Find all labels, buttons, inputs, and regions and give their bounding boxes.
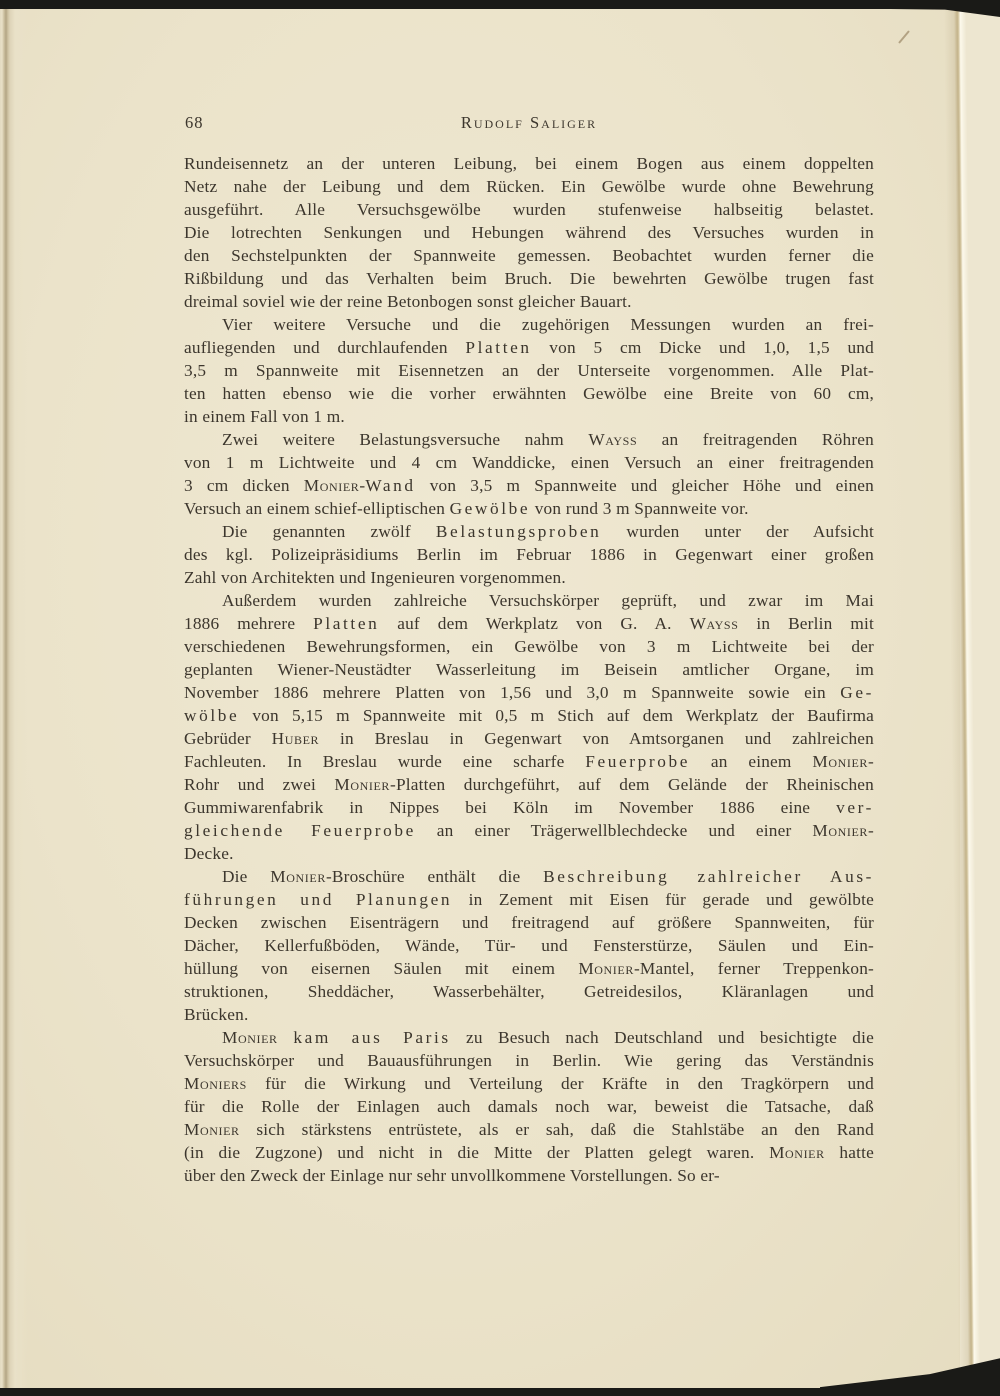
text-segment: Zahl von Architekten und Ingenieuren vorgenommen.: [184, 568, 566, 587]
text-line: [184, 957, 874, 980]
text-line: [184, 1072, 874, 1095]
small-caps-segment: Monier: [812, 752, 869, 771]
page-number: 68: [185, 113, 204, 132]
text-line: [184, 865, 874, 888]
small-caps-segment: Wayss: [689, 614, 739, 633]
text-segment: dreimal soviel wie der reine Betonbogen sonst gleicher Bauart.: [184, 292, 632, 311]
running-head-title: Rudolf Saliger: [460, 113, 598, 132]
paragraph: [184, 313, 874, 428]
small-caps-segment: Huber: [271, 729, 320, 748]
text-segment: in einem Fall von 1 m.: [184, 407, 345, 426]
text-line: [184, 175, 874, 198]
text-segment: Die lotrechten Senkungen und Hebungen während des Versuches wurden in: [184, 223, 874, 242]
text-segment: wurden unter der Aufsicht: [601, 522, 874, 541]
letterspaced-segment: Feuerprobe: [585, 752, 690, 771]
text-line: [184, 267, 874, 290]
text-line: [184, 796, 874, 819]
text-segment: sich stärkstens entrüstete, als er sah, daß die Stahlstäbe an den Rand: [239, 1120, 874, 1139]
text-line: [184, 152, 874, 175]
letterspaced-segment: Ge-: [840, 683, 874, 702]
text-line: [184, 727, 874, 750]
text-line: [184, 566, 874, 589]
paragraph: [184, 865, 874, 1026]
text-segment: Dächer, Kellerfußböden, Wände, Tür- und Fensterstürze, Säulen und Ein-: [184, 936, 874, 955]
text-line: [184, 221, 874, 244]
text-segment: über den Zweck der Einlage nur sehr unvollkommene Vorstellungen. So er-: [184, 1166, 720, 1185]
text-line: [184, 750, 874, 773]
gutter-shadow: [0, 9, 28, 1388]
text-segment: in Zement mit Eisen für gerade und gewölbte: [452, 890, 874, 909]
paragraph: [184, 428, 874, 520]
text-segment: Vier weitere Versuche und die zugehörigen Messungen wurden an frei-: [222, 315, 874, 334]
text-segment: -: [868, 821, 874, 840]
text-segment: Gummiwarenfabrik in Nippes bei Köln im November 1886 eine: [184, 798, 837, 817]
text-line: [184, 1026, 874, 1049]
text-segment: für die Rolle der Einlagen auch damals noch war, beweist die Tatsache, daß: [184, 1097, 874, 1116]
text-segment: Fachleuten. In Breslau wurde eine scharfe: [184, 752, 586, 771]
text-line: [184, 543, 874, 566]
text-segment: hatte: [824, 1143, 875, 1162]
text-line: [184, 819, 874, 842]
text-segment: 1886 mehrere: [184, 614, 314, 633]
text-segment: an freitragenden Röhren: [637, 430, 874, 449]
text-segment: Netz nahe der Leibung und dem Rücken. Ein Gewölbe wurde ohne Bewehrung: [184, 177, 874, 196]
text-line: [184, 1141, 874, 1164]
letterspaced-segment: gleichende Feuerprobe: [184, 821, 416, 840]
text-segment: in Berlin mit: [738, 614, 874, 633]
text-line: [184, 681, 874, 704]
text-segment: Zwei weitere Belastungsversuche nahm: [222, 430, 589, 449]
text-segment: -Platten durchgeführt, auf dem Gelände der Rheinischen: [390, 775, 874, 794]
text-line: [184, 1118, 874, 1141]
text-segment: ten hatten ebenso wie die vorher erwähnten Gewölbe eine Breite von 60 cm,: [184, 384, 874, 403]
text-line: [184, 658, 874, 681]
small-caps-segment: Monier: [303, 476, 360, 495]
text-segment: -: [359, 476, 366, 495]
text-segment: geplanten Wiener-Neustädter Wasserleitung im Beisein amtlicher Organe, im: [184, 660, 874, 679]
text-line: [184, 382, 874, 405]
text-segment: verschiedenen Bewehrungsformen, ein Gewölbe von 3 m Lichtweite bei der: [184, 637, 874, 656]
text-segment: von 5 cm Dicke und 1,0, 1,5 und: [531, 338, 874, 357]
small-caps-segment: Monier: [812, 821, 869, 840]
text-line: [184, 934, 874, 957]
text-line: [184, 888, 874, 911]
text-line: [184, 474, 874, 497]
paragraph: [184, 520, 874, 589]
text-segment: von 5,15 m Spannweite mit 0,5 m Stich auf dem Werkplatz der Baufirma: [239, 706, 874, 725]
text-segment: des kgl. Polizeipräsidiums Berlin im Februar 1886 in Gegenwart einer großen: [184, 545, 874, 564]
small-caps-segment: Monier: [578, 959, 634, 978]
text-line: [184, 773, 874, 796]
text-segment: -Mantel, ferner Treppenkon-: [633, 959, 874, 978]
text-segment: Brücken.: [184, 1005, 249, 1024]
text-segment: Versuch an einem schief-elliptischen: [184, 499, 450, 518]
text-segment: an einer Trägerwellblechdecke und einer: [415, 821, 813, 840]
scan-border-top: [0, 0, 1000, 9]
text-line: [184, 635, 874, 658]
text-line: [184, 704, 874, 727]
text-segment: -Broschüre enthält die: [325, 867, 544, 886]
text-line: [184, 842, 874, 865]
text-line: [184, 612, 874, 635]
letterspaced-segment: Wand: [365, 476, 416, 495]
letterspaced-segment: führungen und Planungen: [184, 890, 453, 909]
text-segment: hüllung von eisernen Säulen mit einem: [184, 959, 579, 978]
small-caps-segment: Monier: [334, 775, 391, 794]
letterspaced-segment: Belastungsproben: [435, 522, 602, 541]
text-segment: Decke.: [184, 844, 234, 863]
text-line: [184, 911, 874, 934]
text-segment: Decken zwischen Eisenträgern und freitragend auf größere Spannweiten, für: [184, 913, 874, 932]
text-line: [184, 336, 874, 359]
text-segment: 3 cm dicken: [184, 476, 304, 495]
text-segment: November 1886 mehrere Platten von 1,56 und 3,0 m Spannweite sowie ein: [184, 683, 841, 702]
letterspaced-segment: Platten: [465, 338, 532, 357]
text-line: [184, 428, 874, 451]
text-line: [184, 359, 874, 382]
text-segment: von rund 3 m Spannweite vor.: [530, 499, 749, 518]
text-segment: ausgeführt. Alle Versuchsgewölbe wurden stufenweise halbseitig belastet.: [184, 200, 874, 219]
small-caps-segment: Monier: [270, 867, 326, 886]
small-caps-segment: Monier: [222, 1028, 294, 1047]
text-segment: Die: [222, 867, 271, 886]
text-line: [184, 198, 874, 221]
text-segment: für die Wirkung und Verteilung der Kräfte in den Tragkörpern und: [246, 1074, 874, 1093]
text-segment: Die genannten zwölf: [222, 522, 436, 541]
text-segment: von 3,5 m Spannweite und gleicher Höhe und einen: [415, 476, 875, 495]
text-line: [184, 244, 874, 267]
text-line: [184, 1095, 874, 1118]
text-segment: Gebrüder: [184, 729, 272, 748]
text-segment: den Sechstelpunkten der Spannweite gemessen. Beobachtet wurden ferner die: [184, 246, 874, 265]
letterspaced-segment: Platten: [313, 614, 380, 633]
text-segment: 3,5 m Spannweite mit Eisennetzen an der Unterseite vorgenommen. Alle Plat-: [184, 361, 874, 380]
text-line: [184, 290, 874, 313]
text-segment: Rißbildung und das Verhalten beim Bruch. Die bewehrten Gewölbe trugen fast: [184, 269, 874, 288]
text-segment: zu Besuch nach Deutschland und besichtigte die: [450, 1028, 874, 1047]
text-block: [184, 152, 874, 1187]
letterspaced-segment: wölbe: [184, 706, 240, 725]
text-line: [184, 405, 874, 428]
text-line: [184, 1049, 874, 1072]
text-segment: in Breslau in Gegenwart von Amtsorganen und zahlreichen: [319, 729, 875, 748]
paragraph: [184, 589, 874, 865]
small-caps-segment: Moniers: [184, 1074, 247, 1093]
scratch-mark: [898, 30, 910, 44]
letterspaced-segment: kam aus Paris: [293, 1028, 451, 1047]
text-segment: von 1 m Lichtweite und 4 cm Wanddicke, einen Versuch an einer freitragenden: [184, 453, 874, 472]
letterspaced-segment: Gewölbe: [449, 499, 531, 518]
text-line: [184, 1003, 874, 1026]
text-segment: Rundeisennetz an der unteren Leibung, bei einem Bogen aus einem doppelten: [184, 154, 874, 173]
letterspaced-segment: ver-: [836, 798, 874, 817]
text-line: [184, 980, 874, 1003]
text-segment: Rohr und zwei: [184, 775, 335, 794]
running-head: [184, 111, 874, 135]
paragraph: [184, 1026, 874, 1187]
text-segment: (in die Zugzone) und nicht in die Mitte der Platten gelegt waren.: [184, 1143, 770, 1162]
text-line: [184, 589, 874, 612]
text-segment: an einem: [690, 752, 813, 771]
text-segment: -: [868, 752, 875, 771]
letterspaced-segment: Beschreibung zahlreicher Aus-: [543, 867, 874, 886]
text-segment: Außerdem wurden zahlreiche Versuchskörper geprüft, und zwar im Mai: [222, 591, 874, 610]
text-line: [184, 451, 874, 474]
text-line: [184, 520, 874, 543]
small-caps-segment: Monier: [769, 1143, 825, 1162]
small-caps-segment: Monier: [184, 1120, 240, 1139]
text-segment: aufliegenden und durchlaufenden: [184, 338, 466, 357]
paragraph: [184, 152, 874, 313]
book-page: [0, 9, 1000, 1388]
text-line: [184, 497, 874, 520]
text-segment: auf dem Werkplatz von G. A.: [379, 614, 690, 633]
text-segment: Versuchskörper und Bauausführungen in Berlin. Wie gering das Verständnis: [184, 1051, 874, 1070]
small-caps-segment: Wayss: [588, 430, 638, 449]
text-line: [184, 1164, 874, 1187]
text-line: [184, 313, 874, 336]
text-segment: struktionen, Sheddächer, Wasserbehälter, Getreidesilos, Kläranlagen und: [184, 982, 874, 1001]
